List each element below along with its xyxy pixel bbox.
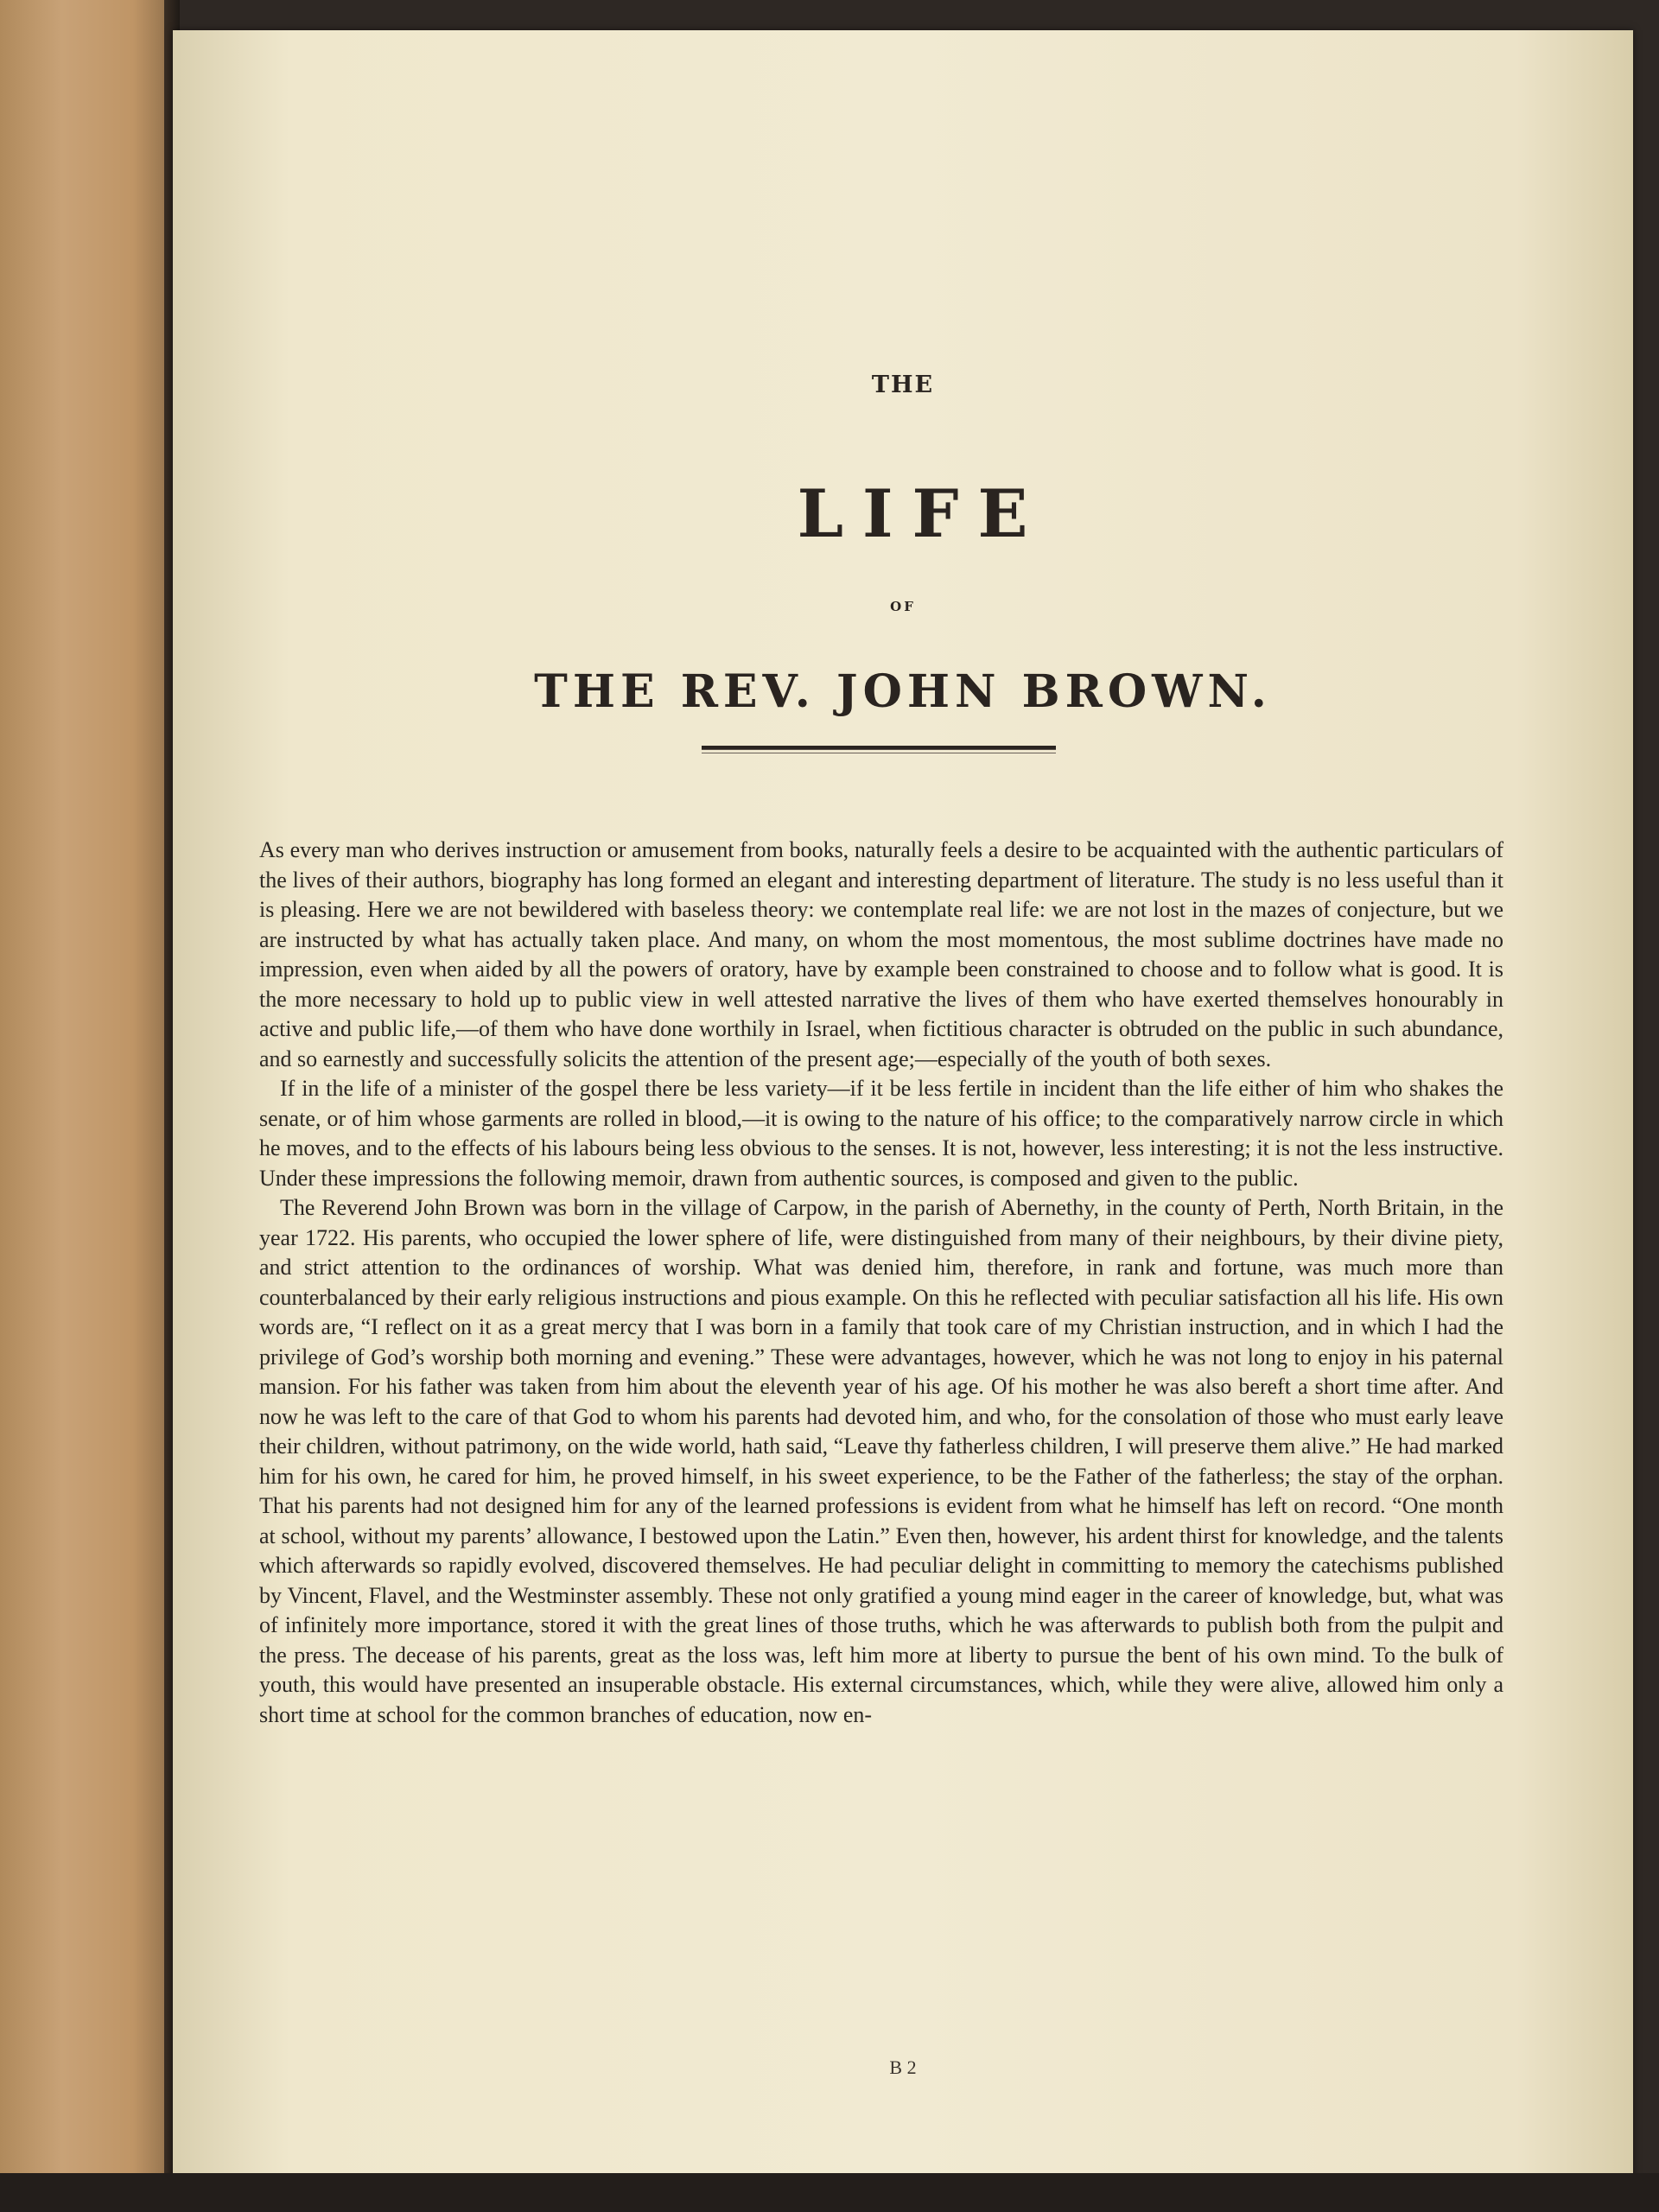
bottom-shadow — [0, 2173, 1659, 2212]
paragraph-3: The Reverend John Brown was born in the village of Carpow, in the parish of Abernethy, in the county of Perth, North Britain, in the year 1722. His parents, who occupied the lower sphere of life, were distinguished from many of their neighbours, by their divine piety, and strict attention to the ordinances of worship. What was denied him, therefore, in rank and fortune, was much more than counterbalanced by their early religious instructions and pious example. On this he reflected with peculiar satisfaction all his life. His own words are, “I reflect on it as a great mercy that I was born in a family that took care of my Christian instruction, and in which I had the privilege of God’s worship both morning and evening.” These were advantages, however, which he was not long to enjoy in his paternal mansion. For his father was taken from him about the eleventh year of his age. Of his mother he was also bereft a short time after. And now he was left to the care of that God to whom his parents had devoted him, and who, for the consolation of those who must early leave their children, without patrimony, on the wide world, hath said, “Leave thy fatherless children, I will preserve them alive.” He had marked him for his own, he cared for him, he proved himself, in his sweet experience, to be the Father of the fatherless; the stay of the orphan. That his parents had not designed him for any of the learned professions is evident from what he himself has left on record. “One month at school, without my parents’ allowance, I bestowed upon the Latin.” Even then, however, his ardent thirst for knowledge, and the talents which afterwards so rapidly evolved, discovered themselves. He had peculiar delight in committing to memory the catechisms published by Vincent, Flavel, and the Westminster assembly. These not only gratified a young mind eager in the career of knowledge, but, what was of infinitely more importance, stored it with the great lines of those truths, which he was afterwards to publish both from the pulpit and the press. The decease of his parents, great as the loss was, left him more at liberty to pursue the bent of his own mind. To the bulk of youth, this would have presented an insuperable obstacle. His external circumstances, which, while they were alive, allowed him only a short time at school for the common branches of education, now en- — [259, 1195, 1503, 1727]
title-subject-name: THE REV. JOHN BROWN. — [534, 665, 1272, 718]
book-page — [173, 30, 1633, 2182]
title-the: THE — [871, 372, 935, 398]
title-life: LIFE — [797, 475, 1047, 552]
left-page-edge — [0, 0, 177, 2212]
signature-mark: B 2 — [889, 2056, 917, 2078]
paragraph-2: If in the life of a minister of the gospel there be less variety—if it be less fertile in incident than the life either of him who shakes the senate, or of him whose garments are rolled in blood,—it is owing to the nature of his office; to the comparatively narrow circle in which he moves, and to the effects of his labours being less obvious to the senses. It is not, however, less interesting; it is not the less instructive. Under these impressions the following memoir, drawn from authentic sources, is composed and given to the public. — [259, 1076, 1503, 1191]
title-of: OF — [890, 599, 916, 614]
paragraph-1: As every man who derives instruction or amusement from books, naturally feels a desire to be acquainted with the authentic particulars of the lives of their authors, biography has long formed an elegant and interesting department of literature. The study is no less useful than it is pleasing. Here we are not bewildered with baseless theory: we contemplate real life: we are not lost in the mazes of conjecture, but we are instructed by what has actually taken place. And many, on whom the most momentous, the most sublime doctrines have made no impression, even when aided by all the powers of oratory, have by example been constrained to choose and to follow what is good. It is the more necessary to hold up to public view in well attested narrative the lives of them who have exerted themselves honourably in active and public life,—of them who have done worthily in Israel, when fictitious character is obtruded on the public in such abundance, and so earnestly and successfully solicits the attention of the present age;—especially of the youth of both sexes. — [259, 837, 1503, 1071]
title-rule-divider — [702, 746, 1056, 750]
body-text — [259, 836, 1503, 1730]
